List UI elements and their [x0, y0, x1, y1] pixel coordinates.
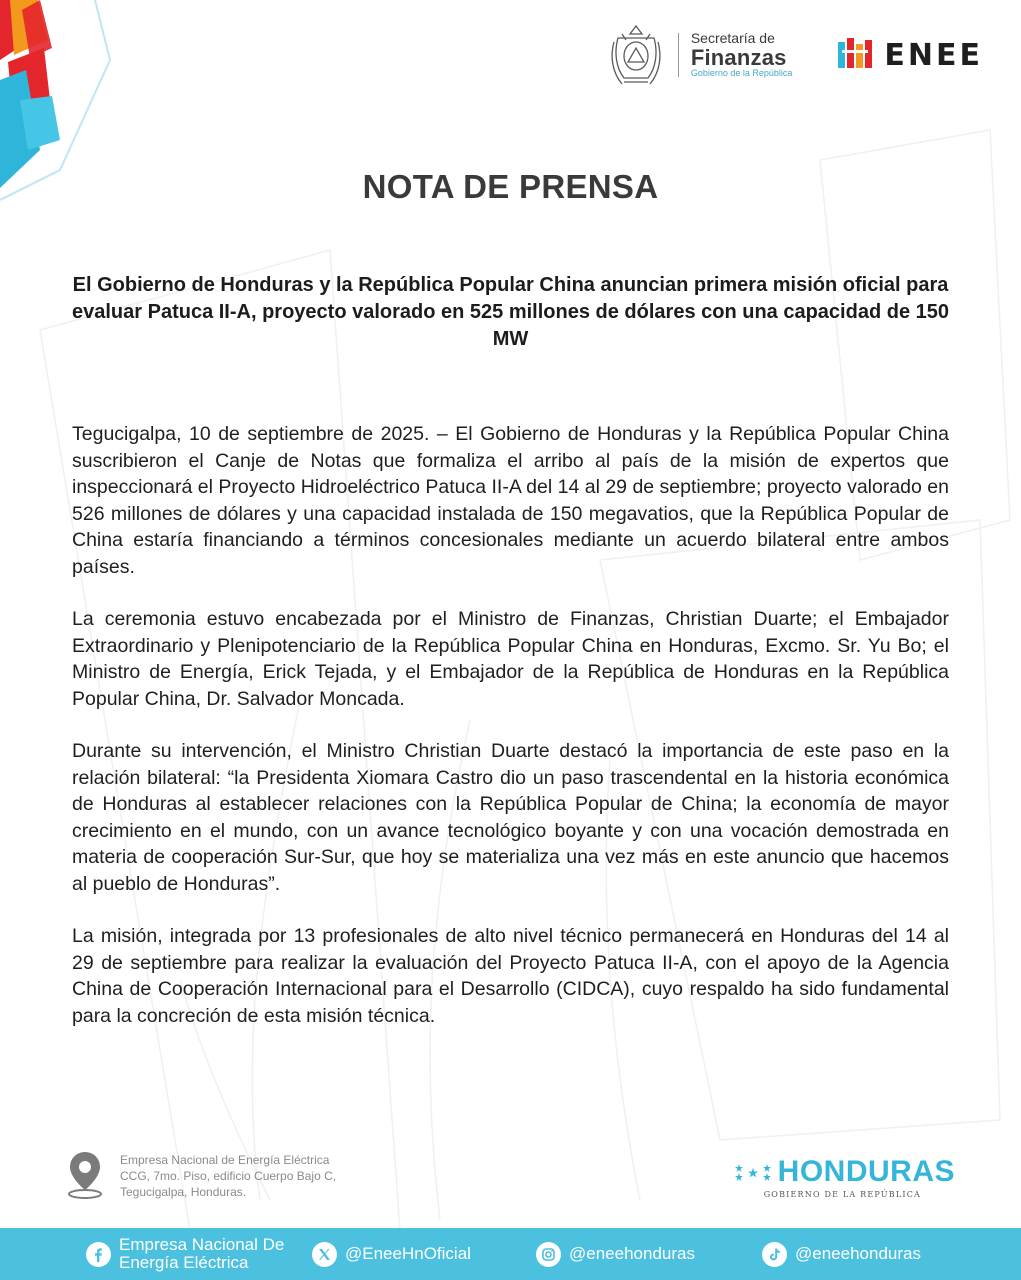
address-line-2: CCG, 7mo. Piso, edificio Cuerpo Bajo C,	[120, 1169, 337, 1183]
facebook-icon	[86, 1242, 111, 1267]
sefin-logo-line2: Finanzas	[690, 45, 787, 71]
honduras-logo-row	[734, 1156, 955, 1188]
document-title: NOTA DE PRENSA	[362, 168, 659, 205]
facebook-label-line1: Empresa Nacional De	[119, 1235, 285, 1254]
footer-address	[66, 1150, 336, 1200]
honduras-logo-subtitle: GOBIERNO DE LA REPÚBLICA	[763, 1190, 921, 1199]
instagram-icon	[536, 1242, 561, 1267]
enee-logo	[838, 38, 983, 73]
enee-mark-icon	[838, 38, 872, 72]
honduras-logo-word: HONDURAS	[777, 1155, 955, 1188]
paragraph-4: La misión, integrada por 13 profesionales de alto nivel técnico permanecerá en Honduras del 14 al 29 de septiembre para realizar la evaluación del Proyecto Patuca II-A, con el apoyo de la Agencia China de Cooperación Internacional para el Desarrollo (CIDCA), cuyo respaldo ha sido fundamental para la concreción de esta misión técnica.	[72, 925, 949, 1027]
honduras-stars-icon	[734, 1161, 772, 1183]
sefin-logo-line1: Secretaría de	[690, 30, 775, 47]
press-headline: El Gobierno de Honduras y la República Popular China anuncian primera misión oficial para evaluar Patuca II-A, proyecto valorado en 525 millones de dólares con una capacidad de 150 MW	[72, 274, 949, 350]
instagram-handle: @eneehonduras	[569, 1244, 695, 1263]
facebook-label	[119, 1236, 284, 1272]
enee-logo-text: ENEE	[884, 37, 983, 73]
logo-divider	[678, 33, 679, 77]
instagram-link[interactable]	[536, 1242, 762, 1267]
tiktok-icon	[762, 1242, 787, 1267]
honduras-government-logo	[734, 1156, 955, 1199]
header-logos	[608, 20, 983, 90]
sefin-logo-line3: Gobierno de la República	[690, 68, 793, 79]
facebook-link[interactable]	[86, 1236, 312, 1272]
paragraph-2: La ceremonia estuvo encabezada por el Ministro de Finanzas, Christian Duarte; el Embajador Extraordinario y Plenipotenciario de la República Popular China en Honduras, Excmo. Sr. Yu Bo; el Ministro de Energía, Erick Tejada, y el Embajador de la República de Honduras en la República Popular China, Dr. Salvador Moncada.	[72, 608, 949, 710]
sefin-logo	[691, 31, 793, 78]
address-line-1: Empresa Nacional de Energía Eléctrica	[120, 1153, 330, 1167]
x-link[interactable]	[312, 1242, 536, 1267]
facebook-label-line2: Energía Eléctrica	[119, 1253, 249, 1272]
paragraph-1: Tegucigalpa, 10 de septiembre de 2025. – El Gobierno de Honduras y la República Popular China suscribieron el Canje de Notas que formaliza el arribo al país de la misión de expertos que inspeccionará el Proyecto Hidroeléctrico Patuca II-A del 14 al 29 de septiembre; proyecto valorado en 526 millones de dólares y una capacidad instalada de 150 megavatios, que la República Popular de China estaría financiando a términos concesionales mediante un acuerdo bilateral entre ambos países.	[72, 423, 949, 578]
tiktok-link[interactable]	[762, 1242, 921, 1267]
location-pin-icon	[66, 1150, 104, 1200]
x-handle: @EneeHnOficial	[345, 1244, 471, 1263]
paragraph-3: Durante su intervención, el Ministro Christian Duarte destacó la importancia de este paso en la relación bilateral: “la Presidenta Xiomara Castro dio un paso trascendental en la historia económica de Honduras al establecer relaciones con la República Popular de China; la economía de mayor crecimiento en el mundo, con un avance tecnológico boyante y con una vocación demostrada en materia de cooperación Sur-Sur, que hoy se materializa una vez más en este anuncio que hacemos al pueblo de Honduras”.	[72, 740, 949, 895]
tiktok-handle: @eneehonduras	[795, 1244, 921, 1263]
coat-of-arms-icon	[608, 22, 664, 88]
x-icon	[312, 1242, 337, 1267]
address-lines	[120, 1150, 336, 1200]
address-line-3: Tegucigalpa, Honduras.	[120, 1185, 247, 1199]
social-bar	[0, 1228, 1021, 1280]
press-body	[72, 421, 949, 1055]
